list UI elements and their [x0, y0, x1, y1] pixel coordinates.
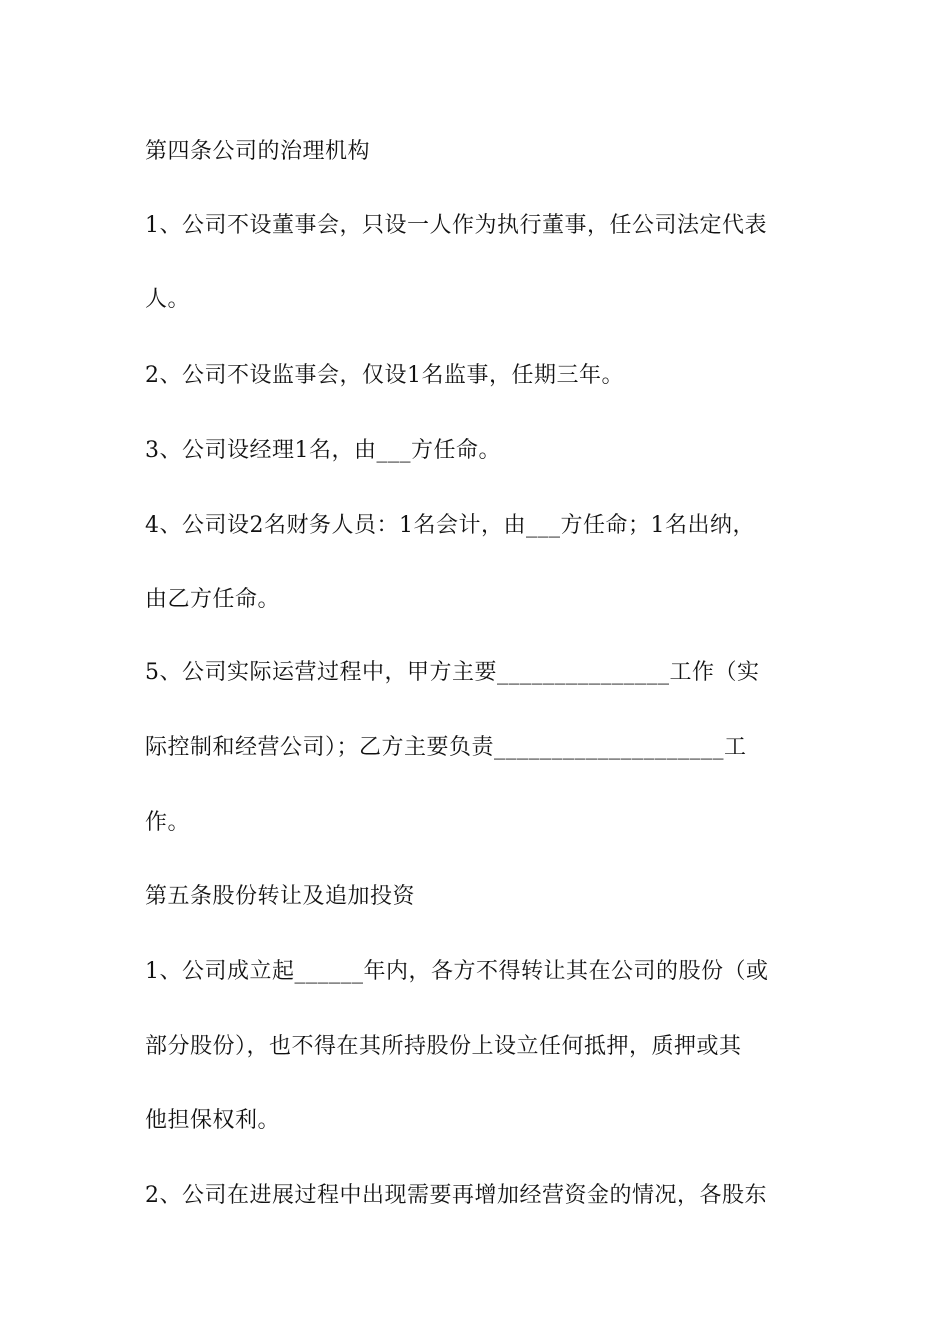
article-4-item-4-cont: 由乙方任命。: [145, 587, 281, 612]
article-4-item-4: 4、公司设2名财务人员：1名会计，由___方任命；1名出纳，: [145, 513, 755, 538]
article-4-item-5: 5、公司实际运营过程中，甲方主要_______________工作（实: [145, 660, 760, 685]
article-4-heading: 第四条公司的治理机构: [145, 139, 371, 164]
article-4-item-1-cont: 人。: [145, 287, 191, 312]
article-4-item-3: 3、公司设经理1名，由___方任命。: [145, 438, 501, 463]
article-5-item-1: 1、公司成立起______年内，各方不得转让其在公司的股份（或: [145, 959, 769, 984]
article-4-item-5-end: 作。: [145, 810, 191, 835]
article-4-item-1: 1、公司不设董事会，只设一人作为执行董事，任公司法定代表: [145, 213, 767, 238]
article-5-item-1-cont: 部分股份），也不得在其所持股份上设立任何抵押，质押或其: [145, 1034, 742, 1059]
article-4-item-5-cont: 际控制和经营公司）；乙方主要负责____________________工: [145, 735, 747, 760]
article-4-item-2: 2、公司不设监事会，仅设1名监事，任期三年。: [145, 363, 624, 388]
article-5-item-2: 2、公司在进展过程中出现需要再增加经营资金的情况，各股东: [145, 1183, 767, 1208]
article-5-heading: 第五条股份转让及追加投资: [145, 884, 416, 909]
article-5-item-1-end: 他担保权利。: [145, 1108, 281, 1133]
